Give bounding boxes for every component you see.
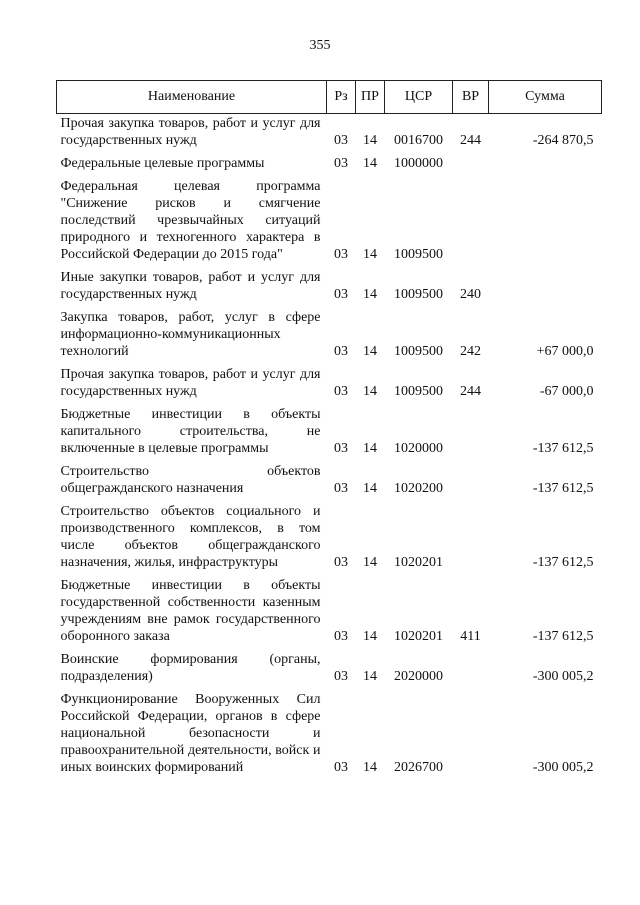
row-pr: 14: [363, 481, 377, 496]
row-name: Функционирование Вооруженных Сил Российской Федерации, органов в сфере национальной безопасности и правоохранительной деятельности, войск и иных воинских формирований: [60, 692, 321, 775]
row-csr: 1020201: [394, 555, 443, 570]
table-row: [57, 463, 602, 503]
row-csr: 1009500: [394, 247, 443, 262]
row-csr: 1020000: [394, 441, 443, 456]
row-csr: 1020200: [394, 481, 443, 496]
row-name: Федеральные целевые программы: [60, 156, 265, 171]
row-vr: [453, 503, 489, 577]
row-name: Прочая закупка товаров, работ и услуг для государственных нужд: [60, 116, 321, 148]
table-row: [57, 269, 602, 309]
table-row: [57, 503, 602, 577]
row-name: Строительство объектов социального и производственного комплексов, в том числе объектов общегражданского назначения, жилья, инфраструктуры: [60, 504, 321, 570]
row-name: Федеральная целевая программа "Снижение рисков и смягчение последствий чрезвычайных ситуаций природного и техногенного характера в Российской Федерации до 2015 года": [60, 179, 321, 262]
row-sum: [489, 178, 602, 269]
row-vr: 244: [460, 133, 481, 148]
row-vr: 242: [460, 344, 481, 359]
row-csr: 1009500: [394, 384, 443, 399]
row-rz: 03: [334, 629, 348, 644]
row-name: Воинские формирования (органы, подразделения): [60, 652, 321, 684]
row-rz: 03: [334, 481, 348, 496]
row-name: Иные закупки товаров, работ и услуг для государственных нужд: [60, 270, 321, 302]
row-vr: 411: [460, 629, 481, 644]
row-rz: 03: [334, 156, 348, 171]
row-sum: [489, 269, 602, 309]
row-rz: 03: [334, 760, 348, 775]
header-name: Наименование: [57, 81, 327, 114]
table-row: [57, 309, 602, 366]
row-pr: 14: [363, 156, 377, 171]
row-rz: 03: [334, 287, 348, 302]
table-row: [57, 577, 602, 651]
header-pr: ПР: [356, 81, 385, 114]
row-pr: 14: [363, 384, 377, 399]
row-pr: 14: [363, 629, 377, 644]
page-number: 355: [309, 38, 331, 53]
row-pr: 14: [363, 247, 377, 262]
header-rz: Рз: [327, 81, 356, 114]
row-rz: 03: [334, 555, 348, 570]
row-pr: 14: [363, 760, 377, 775]
table-row: [57, 651, 602, 691]
row-vr: [453, 406, 489, 463]
row-vr: [453, 463, 489, 503]
row-rz: 03: [334, 344, 348, 359]
table-body: [57, 114, 602, 783]
row-csr: 0016700: [394, 133, 443, 148]
row-sum: +67 000,0: [536, 344, 594, 359]
table-row: [57, 366, 602, 406]
table-header: [57, 81, 602, 114]
row-sum: -137 612,5: [532, 481, 594, 496]
row-name: Бюджетные инвестиции в объекты капитального строительства, не включенные в целевые программы: [60, 407, 321, 456]
row-vr: [453, 155, 489, 178]
row-csr: 2026700: [394, 760, 443, 775]
header-vr: ВР: [453, 81, 489, 114]
row-csr: 2020000: [394, 669, 443, 684]
row-sum: -67 000,0: [539, 384, 594, 399]
table-row: [57, 114, 602, 156]
table-row: [57, 155, 602, 178]
row-csr: 1000000: [394, 156, 443, 171]
row-rz: 03: [334, 247, 348, 262]
row-vr: 244: [460, 384, 481, 399]
row-rz: 03: [334, 133, 348, 148]
table-row: [57, 178, 602, 269]
row-sum: [489, 155, 602, 178]
row-name: Бюджетные инвестиции в объекты государственной собственности казенным учреждениям вне рамок государственного оборонного заказа: [60, 578, 321, 644]
row-name: Строительство объектов общегражданского назначения: [60, 464, 321, 496]
row-pr: 14: [363, 133, 377, 148]
row-sum: -137 612,5: [532, 441, 594, 456]
row-pr: 14: [363, 669, 377, 684]
header-csr: ЦСР: [385, 81, 453, 114]
row-vr: [453, 178, 489, 269]
row-pr: 14: [363, 441, 377, 456]
row-csr: 1020201: [394, 629, 443, 644]
budget-table: [56, 80, 602, 782]
row-rz: 03: [334, 384, 348, 399]
row-pr: 14: [363, 555, 377, 570]
row-pr: 14: [363, 287, 377, 302]
row-sum: -300 005,2: [532, 760, 594, 775]
row-pr: 14: [363, 344, 377, 359]
row-csr: 1009500: [394, 287, 443, 302]
row-vr: 240: [460, 287, 481, 302]
row-sum: -264 870,5: [532, 133, 594, 148]
row-sum: -300 005,2: [532, 669, 594, 684]
row-vr: [453, 651, 489, 691]
row-vr: [453, 691, 489, 782]
row-rz: 03: [334, 669, 348, 684]
row-name: Прочая закупка товаров, работ и услуг для государственных нужд: [60, 367, 321, 399]
row-sum: -137 612,5: [532, 629, 594, 644]
row-name: Закупка товаров, работ, услуг в сфере информационно-коммуникационных технологий: [60, 310, 321, 359]
table-row: [57, 406, 602, 463]
table-row: [57, 691, 602, 782]
header-sum: Сумма: [489, 81, 602, 114]
row-sum: -137 612,5: [532, 555, 594, 570]
row-csr: 1009500: [394, 344, 443, 359]
row-rz: 03: [334, 441, 348, 456]
